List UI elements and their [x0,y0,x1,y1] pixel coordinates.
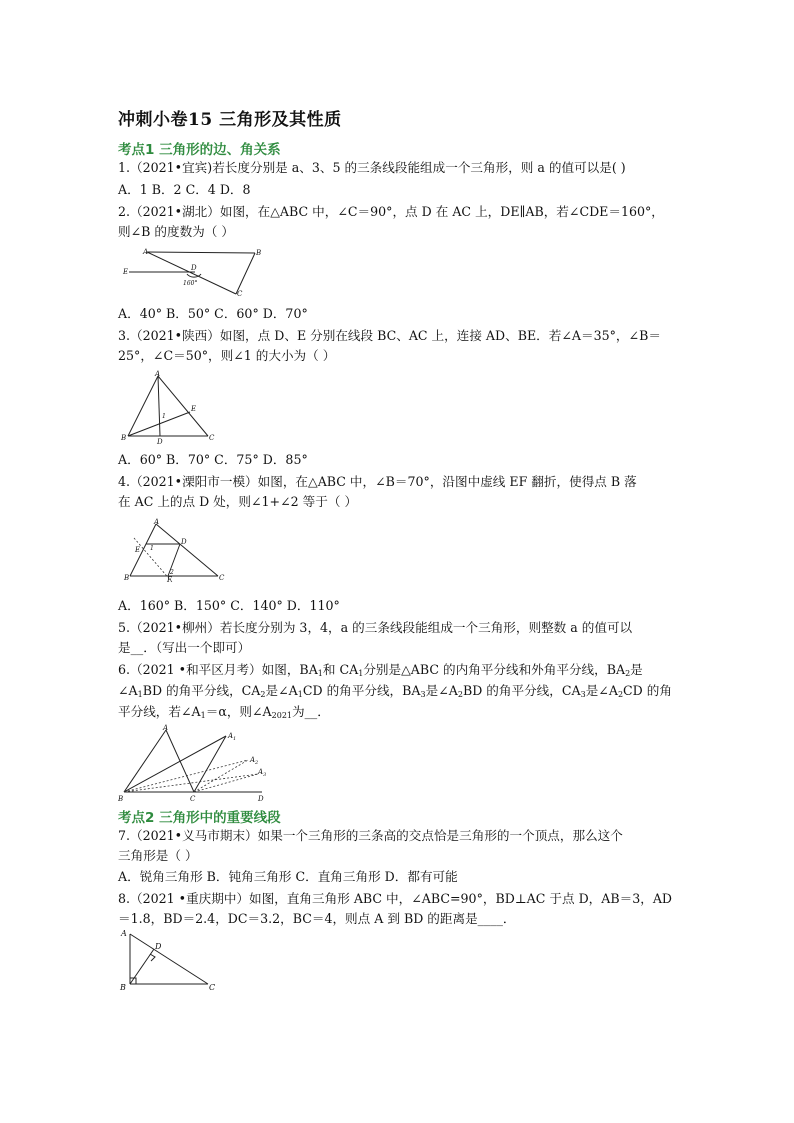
q6-label-a2: A [250,756,256,764]
q2-label-b: B [256,249,262,257]
q2-label-d: D [191,264,197,272]
q3-options: A．60° B．70° C．75° D．85° [118,452,308,467]
q4-label-e: E [135,546,141,554]
q8-label-c: C [209,983,216,992]
q4-angle-2: 2 [170,569,174,576]
q7-options: A．锐角三角形 B．钝角三角形 C．直角三角形 D．都有可能 [118,869,458,884]
q6-label-a: A [163,724,169,732]
q4-stem-2: 在 AC 上的点 D 处，则∠1+∠2 等于（ ） [118,494,358,509]
q8-label-a: A [121,929,127,938]
q4-label-b: B [124,574,130,582]
section-heading-1: 考点1 三角形的边、角关系 [118,142,281,158]
q3-label-e: E [191,405,197,413]
q5-stem-2: 是__．（写出一个即可） [118,640,251,655]
q4-label-c: C [219,574,225,582]
q6-label-d: D [258,795,264,803]
q3-label-a: A [155,370,161,378]
q8-figure [116,928,226,992]
q2-label-c: C [237,290,243,298]
q6-label-b: B [118,795,124,803]
page-title: 冲刺小卷15 三角形及其性质 [118,110,342,130]
q2-options: A．40° B．50° C．60° D．70° [118,306,308,321]
q3-stem-1: 3.（2021•陕西）如图，点 D、E 分别在线段 BC、AC 上，连接 AD、BE．若∠A＝35°，∠B＝ [118,328,661,343]
q3-label-c: C [209,434,215,442]
svg-text:1: 1 [233,736,237,742]
q8-label-d: D [155,942,162,951]
q7-stem-2: 三角形是（ ） [118,848,198,863]
q6-label-c: C [190,795,196,803]
q2-stem-2: 则∠B 的度数为（ ） [118,224,234,239]
q6-label-a1: A [228,732,234,740]
q6-stem-2: $\angle A_1BD$ 的角平分线，$CA_2$是$\angle A_1CD$ 的角平分线，$BA_3$是$\angle A_2BD$ 的角平分线，$CA_3$是$\angle A_2CD$ 的角 [118,683,672,699]
q2-label-e: E [123,268,129,276]
q3-label-d: D [157,438,163,444]
q6-stem-1: 6.（2021 •和平区月考）如图，$BA_1$和 $CA_1$分别是△ABC 的内角平分线和外角平分线，$BA_2$是 [118,662,643,678]
q6-figure [118,724,278,804]
q4-label-a: A [154,518,160,526]
q4-label-f: F [167,576,172,584]
q3-figure [118,370,218,444]
q4-stem-1: 4.（2021•溧阳市一模）如图，在△ABC 中，∠B＝70°，沿图中虚线 EF 翻折，使得点 B 落 [118,474,637,489]
q7-stem-1: 7.（2021•义马市期末）如果一个三角形的三条高的交点恰是三角形的一个顶点，那么这个 [118,828,623,843]
q4-label-d: D [181,538,187,546]
q3-stem-2: 25°，∠C＝50°，则∠1 的大小为（ ） [118,348,336,363]
q1-options: A．1 B．2 C．4 D．8 [118,182,251,197]
q4-options: A．160° B．150° C．140° D．110° [118,598,340,613]
q4-angle-1: 1 [150,545,154,552]
svg-text:3: 3 [263,772,267,778]
svg-text:2: 2 [255,760,259,766]
q8-stem-1: 8.（2021 •重庆期中）如图，直角三角形 ABC 中，∠ABC=90°，BD⊥AC 于点 D，AB＝3，AD [118,891,673,906]
q5-stem-1: 5.（2021•柳州）若长度分别为 3，4，a 的三条线段能组成一个三角形，则整数 a 的值可以 [118,620,633,635]
q3-angle-1: 1 [162,413,166,420]
q2-stem-1: 2.（2021•湖北）如图，在△ABC 中，∠C＝90°，点 D 在 AC 上，DE∥AB，若∠CDE＝160°， [118,204,664,219]
q2-angle-label: 160° [183,280,198,287]
q3-label-b: B [121,434,127,442]
q2-figure [115,246,265,298]
q4-figure [118,516,228,584]
q2-label-a: A [143,248,149,256]
q8-stem-2: ＝1.8，BD＝2.4，DC＝3.2，BC＝4，则点 A 到 BD 的距离是____． [118,911,516,926]
q8-label-b: B [120,983,126,992]
section-heading-2: 考点2 三角形中的重要线段 [118,810,281,826]
q6-stem-3: 平分线，若$\angle A_1=\alpha$，则$\angle A_{2021}$为__． [118,704,330,720]
q6-label-a3: A [258,768,264,776]
q1-stem: 1.（2021•宜宾)若长度分别是 a、3、5 的三条线段能组成一个三角形，则 a 的值可以是( ) [118,160,626,175]
